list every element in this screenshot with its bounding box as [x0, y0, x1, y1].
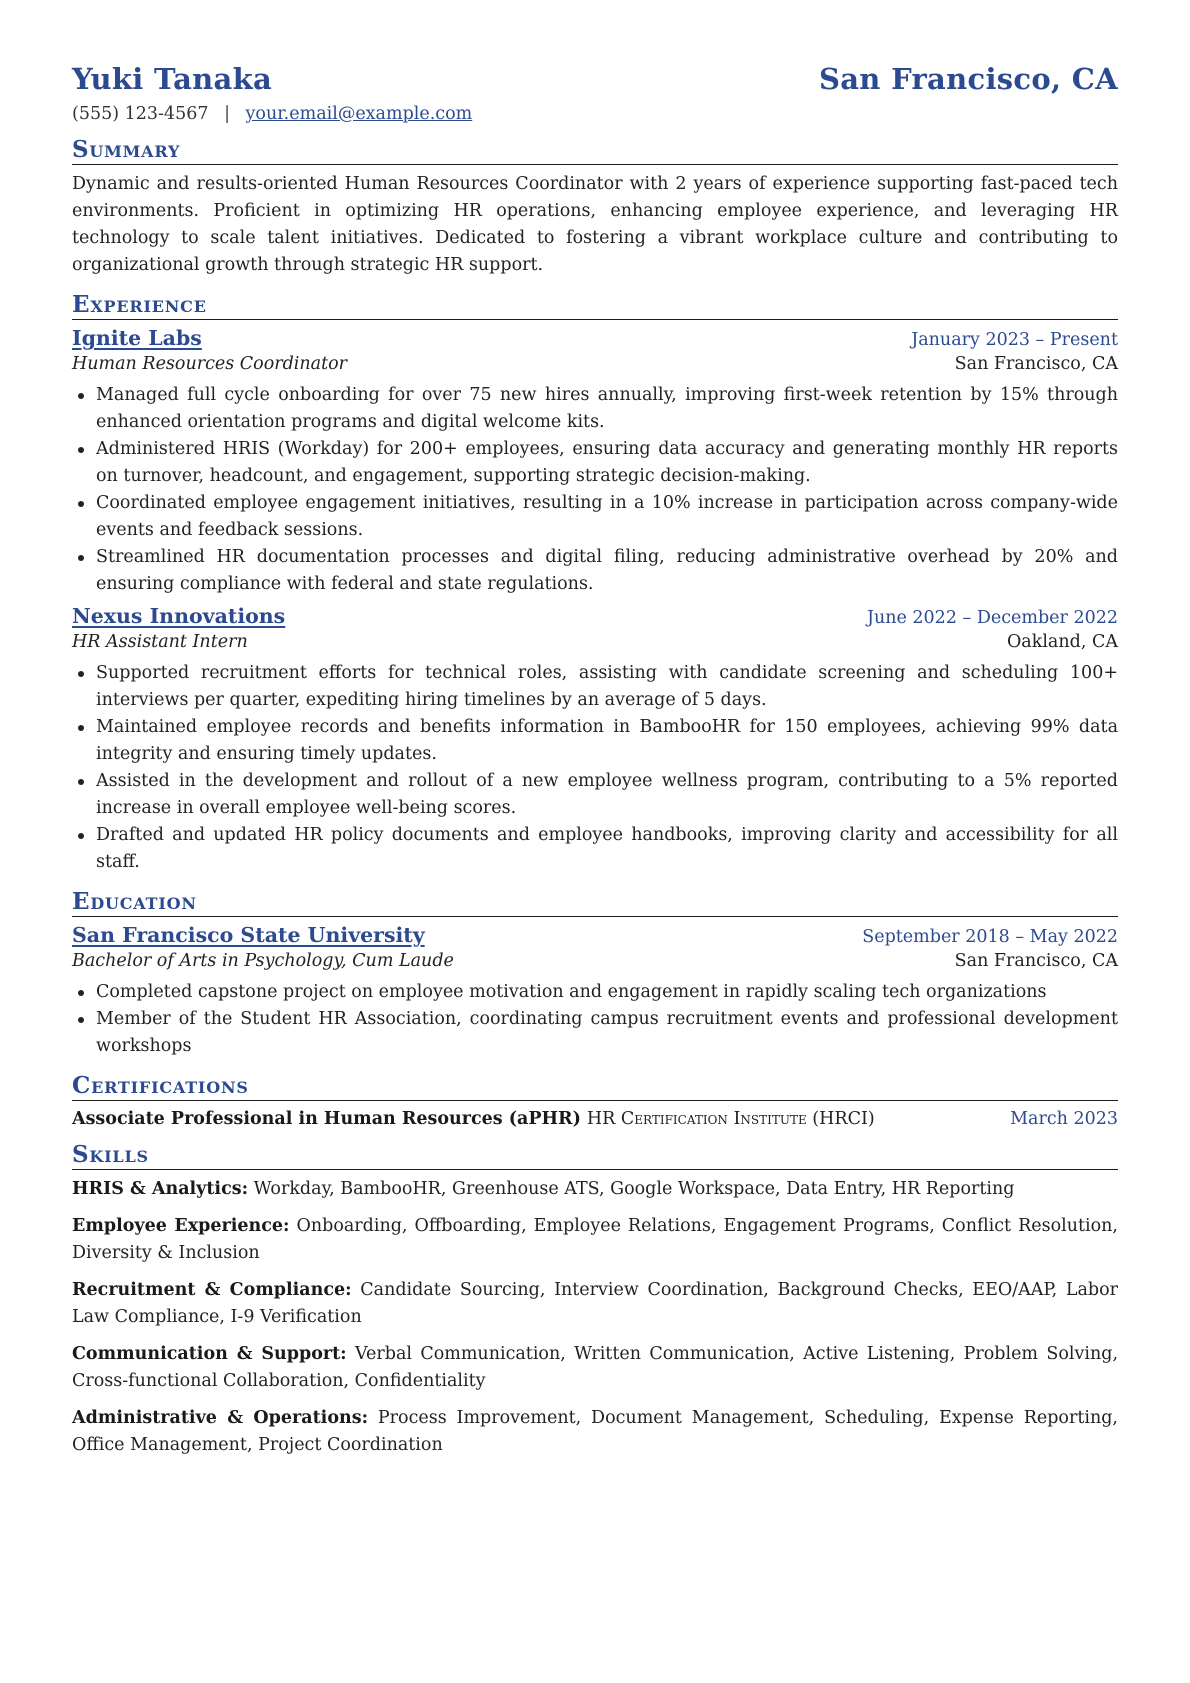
achievement-item: Streamlined HR documentation processes and digital filing, reducing administrative overhead by 20% and ensuring compliance with federal and state regulations. [96, 544, 1118, 598]
achievement-item: Maintained employee records and benefits information in BambooHR for 150 employees, achieving 99% data integrity and ensuring timely updates. [96, 714, 1118, 768]
summary-text: Dynamic and results-oriented Human Resources Coordinator with 2 years of experience supporting fast-paced tech environments. Proficient in optimizing HR operations, enhancing employee experience, and leveraging HR technology to scale talent initiatives. Dedicated to fostering a vibrant workplace culture and contributing to organizational growth through strategic HR support. [72, 174, 1118, 275]
school-location: San Francisco, CA [954, 951, 1118, 971]
achievement-item: Drafted and updated HR policy documents and employee handbooks, improving clarity and accessibility for all staff. [96, 822, 1118, 876]
entry-subheader-row [72, 354, 1118, 374]
education-highlight-item: Member of the Student HR Association, coordinating campus recruitment events and professional development workshops [96, 1006, 1118, 1060]
skill-group-label: Recruitment & Compliance: [72, 1280, 352, 1300]
candidate-location: San Francisco, CA [818, 62, 1118, 96]
achievement-item: Coordinated employee engagement initiatives, resulting in a 10% increase in participation across company-wide events and feedback sessions. [96, 490, 1118, 544]
achievement-list [72, 382, 1118, 598]
section-title-certifications: Certifications [72, 1072, 1118, 1101]
school-link[interactable]: San Francisco State University [72, 923, 425, 947]
education-highlights [72, 979, 1118, 1060]
skill-group-items: Verbal Communication, Written Communication, Active Listening, Problem Solving, Cross-functional Collaboration, Confidentiality [72, 1344, 1119, 1391]
degree: Bachelor of Arts in Psychology, Cum Laude [72, 951, 454, 971]
experience-entry [72, 326, 1118, 598]
resume-header [72, 62, 1118, 96]
contact-line [72, 104, 1118, 124]
skill-group [72, 1213, 1118, 1267]
section-title-skills: Skills [72, 1141, 1118, 1170]
contact-separator: | [224, 104, 230, 124]
employer-link[interactable]: Nexus Innovations [72, 604, 286, 628]
achievement-item: Supported recruitment efforts for technical roles, assisting with candidate screening and scheduling 100+ interviews per quarter, expediting hiring timelines by an average of 5 days. [96, 660, 1118, 714]
job-location: San Francisco, CA [954, 354, 1118, 374]
skill-group [72, 1341, 1118, 1395]
achievement-item: Administered HRIS (Workday) for 200+ employees, ensuring data accuracy and generating monthly HR reports on turnover, headcount, and engagement, supporting strategic decision-making. [96, 436, 1118, 490]
entry-subheader-row [72, 951, 1118, 971]
entry-header-row [72, 604, 1118, 628]
certification-issuer: HR Certification Institute (HRCI) [586, 1109, 875, 1129]
certification-details [72, 1109, 875, 1129]
skill-group [72, 1405, 1118, 1459]
entry-header-row [72, 923, 1118, 947]
experience-entry [72, 604, 1118, 876]
skill-group-items: Process Improvement, Document Management, Scheduling, Expense Reporting, Office Management, Project Coordination [72, 1408, 1118, 1455]
section-title-experience: Experience [72, 291, 1118, 320]
certification-date: March 2023 [1010, 1109, 1118, 1129]
skill-group [72, 1277, 1118, 1331]
skill-group-label: HRIS & Analytics: [72, 1179, 249, 1199]
skill-group-items: Onboarding, Offboarding, Employee Relations, Engagement Programs, Conflict Resolution, Diversity & Inclusion [72, 1216, 1118, 1263]
skill-group-label: Communication & Support: [72, 1344, 347, 1364]
skill-group-items: Candidate Sourcing, Interview Coordination, Background Checks, EEO/AAP, Labor Law Compliance, I-9 Verification [72, 1280, 1118, 1327]
education-entry [72, 923, 1118, 1060]
achievement-list [72, 660, 1118, 876]
achievement-item: Assisted in the development and rollout of a new employee wellness program, contributing to a 5% reported increase in overall employee well-being scores. [96, 768, 1118, 822]
skill-group-items: Workday, BambooHR, Greenhouse ATS, Google Workspace, Data Entry, HR Reporting [253, 1179, 1015, 1199]
email-link[interactable]: your.email@example.com [245, 104, 473, 124]
certification-name: Associate Professional in Human Resources (aPHR) [72, 1109, 581, 1129]
job-title: HR Assistant Intern [72, 632, 248, 652]
section-title-education: Education [72, 888, 1118, 917]
phone-number: (555) 123-4567 [72, 104, 209, 124]
job-location: Oakland, CA [1006, 632, 1118, 652]
skill-group [72, 1176, 1118, 1203]
skill-group-label: Employee Experience: [72, 1216, 290, 1236]
certification-item [72, 1109, 1118, 1129]
candidate-name: Yuki Tanaka [72, 62, 273, 96]
entry-header-row [72, 326, 1118, 350]
skill-group-label: Administrative & Operations: [72, 1408, 369, 1428]
education-dates: September 2018 – May 2022 [862, 927, 1118, 947]
education-highlight-item: Completed capstone project on employee motivation and engagement in rapidly scaling tech organizations [96, 979, 1118, 1006]
skills-list [72, 1176, 1118, 1459]
entry-subheader-row [72, 632, 1118, 652]
section-title-summary: Summary [72, 136, 1118, 165]
employer-link[interactable]: Ignite Labs [72, 326, 202, 350]
employment-dates: January 2023 – Present [911, 330, 1118, 350]
job-title: Human Resources Coordinator [72, 354, 348, 374]
employment-dates: June 2022 – December 2022 [866, 608, 1118, 628]
achievement-item: Managed full cycle onboarding for over 75 new hires annually, improving first-week retention by 15% through enhanced orientation programs and digital welcome kits. [96, 382, 1118, 436]
